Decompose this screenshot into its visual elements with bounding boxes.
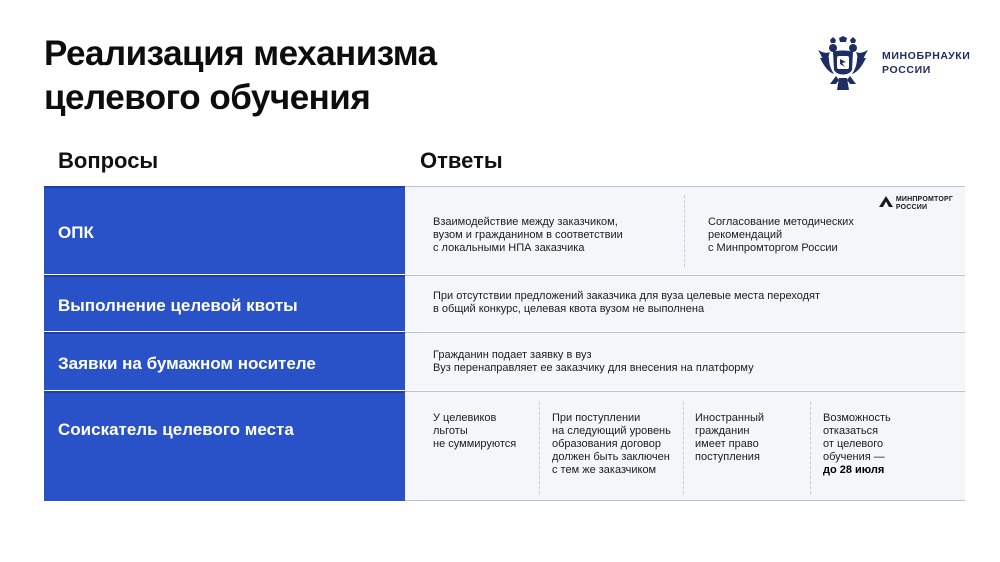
answer-line: Иностранный (695, 412, 765, 424)
ministry-name (882, 49, 970, 77)
double-headed-eagle-icon (816, 36, 870, 92)
question-cell: Соискатель целевого места (44, 391, 405, 501)
triangle-logo-icon (879, 196, 893, 207)
question-cell: Заявки на бумажном носителе (44, 332, 405, 390)
column-divider (683, 402, 684, 494)
badge-line: РОССИИ (895, 203, 928, 211)
table-row (44, 391, 965, 501)
answer-block (433, 412, 538, 451)
answer-line: с локальными НПА заказчика (433, 242, 585, 254)
answer-line: не суммируются (433, 438, 517, 450)
page-title (44, 32, 437, 120)
minpromtorg-badge (879, 196, 953, 211)
ministry-name-line-2: РОССИИ (882, 64, 931, 76)
answer-block (433, 290, 820, 316)
answer-line: Вуз перенаправляет ее заказчику для внесения на платформу (433, 362, 754, 374)
answer-line: вузом и гражданином в соответствии (433, 229, 623, 241)
table-row (44, 275, 965, 332)
answer-line: с Минпромторгом России (708, 242, 838, 254)
answer-line: льготы (433, 425, 468, 437)
answer-line: Возможность (823, 412, 891, 424)
answer-cell (405, 391, 965, 501)
answer-line: Гражданин подает заявку в вуз (433, 349, 592, 361)
answer-cell (405, 275, 965, 331)
answer-block (823, 412, 953, 477)
ministry-logo (816, 36, 976, 94)
deadline-highlight: до 28 июля (823, 464, 885, 476)
badge-line: МИНПРОМТОРГ (895, 196, 953, 203)
answer-line: с тем же заказчиком (552, 464, 657, 476)
answer-line: Взаимодействие между заказчиком, (433, 216, 618, 228)
answer-block (552, 412, 682, 477)
questions-heading: Вопросы (58, 148, 159, 173)
column-divider (684, 195, 685, 267)
answer-line: гражданин (695, 425, 750, 437)
title-line-1: Реализация механизма (44, 34, 437, 73)
answer-line: образования договор (552, 438, 662, 450)
table-row (44, 186, 965, 275)
ministry-name-line-1: МИНОБРНАУКИ (882, 50, 971, 62)
answer-line: в общий конкурс, целевая квота вузом не выполнена (433, 303, 705, 315)
question-cell: Выполнение целевой квоты (44, 275, 405, 331)
answer-line: на следующий уровень (552, 425, 671, 437)
answer-line: поступления (695, 451, 760, 463)
table-row (44, 332, 965, 391)
answer-line: должен быть заключен (552, 451, 670, 463)
answer-line: У целевиков (433, 412, 497, 424)
answer-line: от целевого (823, 438, 884, 450)
answer-line: рекомендаций (708, 229, 783, 241)
column-divider (539, 402, 540, 494)
answer-line: отказаться (823, 425, 879, 437)
answer-block (708, 216, 928, 255)
qa-table (44, 186, 965, 501)
answer-block (433, 349, 754, 375)
question-cell: ОПК (44, 186, 405, 274)
answers-heading: Ответы (420, 148, 503, 173)
answer-line: Согласование методических (708, 216, 854, 228)
column-divider (810, 402, 811, 494)
answer-line: имеет право (695, 438, 759, 450)
answer-line: При отсутствии предложений заказчика для вуза целевые места переходят (433, 290, 821, 302)
answer-line: обучения — (823, 451, 885, 463)
answer-block (433, 216, 673, 255)
title-line-2: целевого обучения (44, 78, 371, 117)
answer-cell (405, 186, 965, 274)
answer-block (695, 412, 805, 464)
answer-line: При поступлении (552, 412, 641, 424)
answer-cell (405, 332, 965, 390)
